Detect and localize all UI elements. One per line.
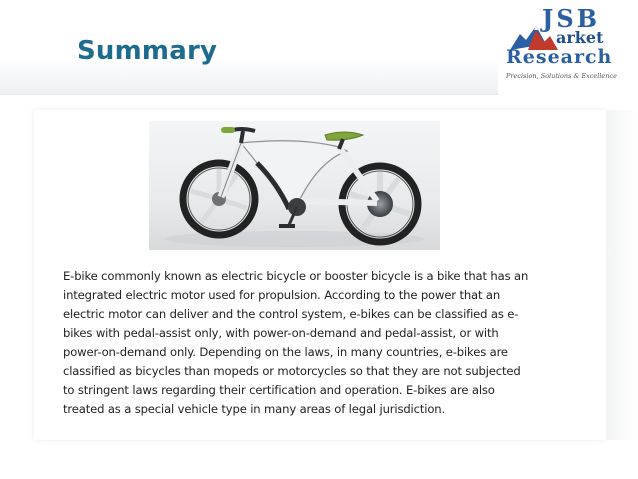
header-divider bbox=[0, 94, 500, 95]
ebike-illustration bbox=[149, 121, 440, 250]
content-shadow bbox=[606, 110, 638, 440]
slide-title: Summary bbox=[77, 36, 218, 66]
summary-paragraph: E-bike commonly known as electric bicycle or booster bicycle is a bike that has an integrated electric motor used for propulsion. According to the power that an electric motor can deliver and the control system, e-bikes can be classified as e- bikes with pedal-assist only, with power-on-demand and pedal-assist, or with power-on-demand only. Depending on the laws, in many countries, e-bikes are classified as bicycles than mopeds or motorcycles so that they are not subjected to stringent laws regarding their certification and operation. E-bikes are also treated as a special vehicle type in many areas of legal jurisdiction. bbox=[63, 269, 529, 416]
logo-market-text: arket bbox=[556, 28, 604, 47]
logo-tagline: Precision, Solutions & Excellence bbox=[506, 72, 617, 80]
ebike-photo bbox=[149, 121, 440, 250]
left-margin bbox=[0, 95, 34, 479]
logo-jsb-text: JSB bbox=[542, 4, 600, 33]
logo-research-text: Research bbox=[506, 46, 613, 68]
company-logo bbox=[498, 0, 638, 95]
